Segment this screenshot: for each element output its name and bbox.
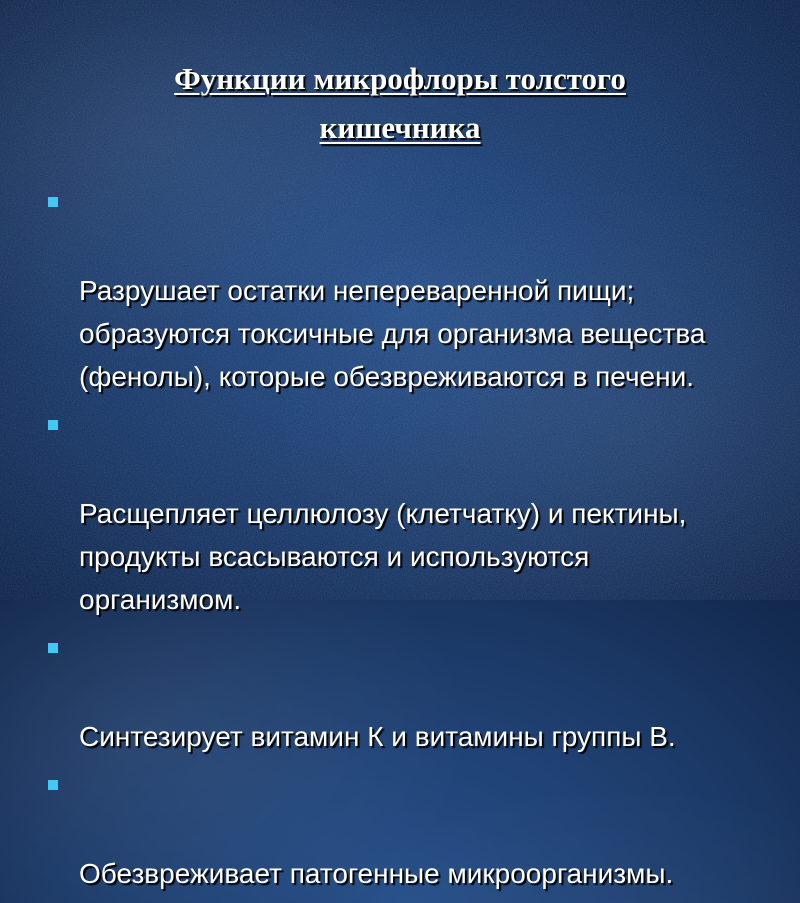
slide-title xyxy=(0,54,800,152)
bullet-text: Расщепляет целлюлозу (клетчатку) и пектины, продукты всасываются и используются организмом. xyxy=(79,498,687,615)
bullet-item xyxy=(48,406,800,621)
bullet-text: Синтезирует витамин К и витамины группы В. xyxy=(79,721,676,752)
square-bullet-icon xyxy=(48,197,58,207)
square-bullet-icon xyxy=(48,420,58,430)
square-bullet-icon xyxy=(48,780,58,790)
square-bullet-icon xyxy=(48,643,58,653)
bullet-item xyxy=(48,183,800,398)
bullet-text: Обезвреживает патогенные микроорганизмы. xyxy=(79,858,674,889)
bullet-list xyxy=(48,183,800,903)
bullet-item xyxy=(48,629,800,758)
slide-title-line-2: кишечника xyxy=(319,110,481,145)
slide-title-line-1: Функции микрофлоры толстого xyxy=(174,61,626,96)
bullet-text: Разрушает остатки непереваренной пищи; образуются токсичные для организма вещества (фенолы), которые обезвреживаются в печени. xyxy=(79,275,706,392)
bullet-item xyxy=(48,766,800,895)
